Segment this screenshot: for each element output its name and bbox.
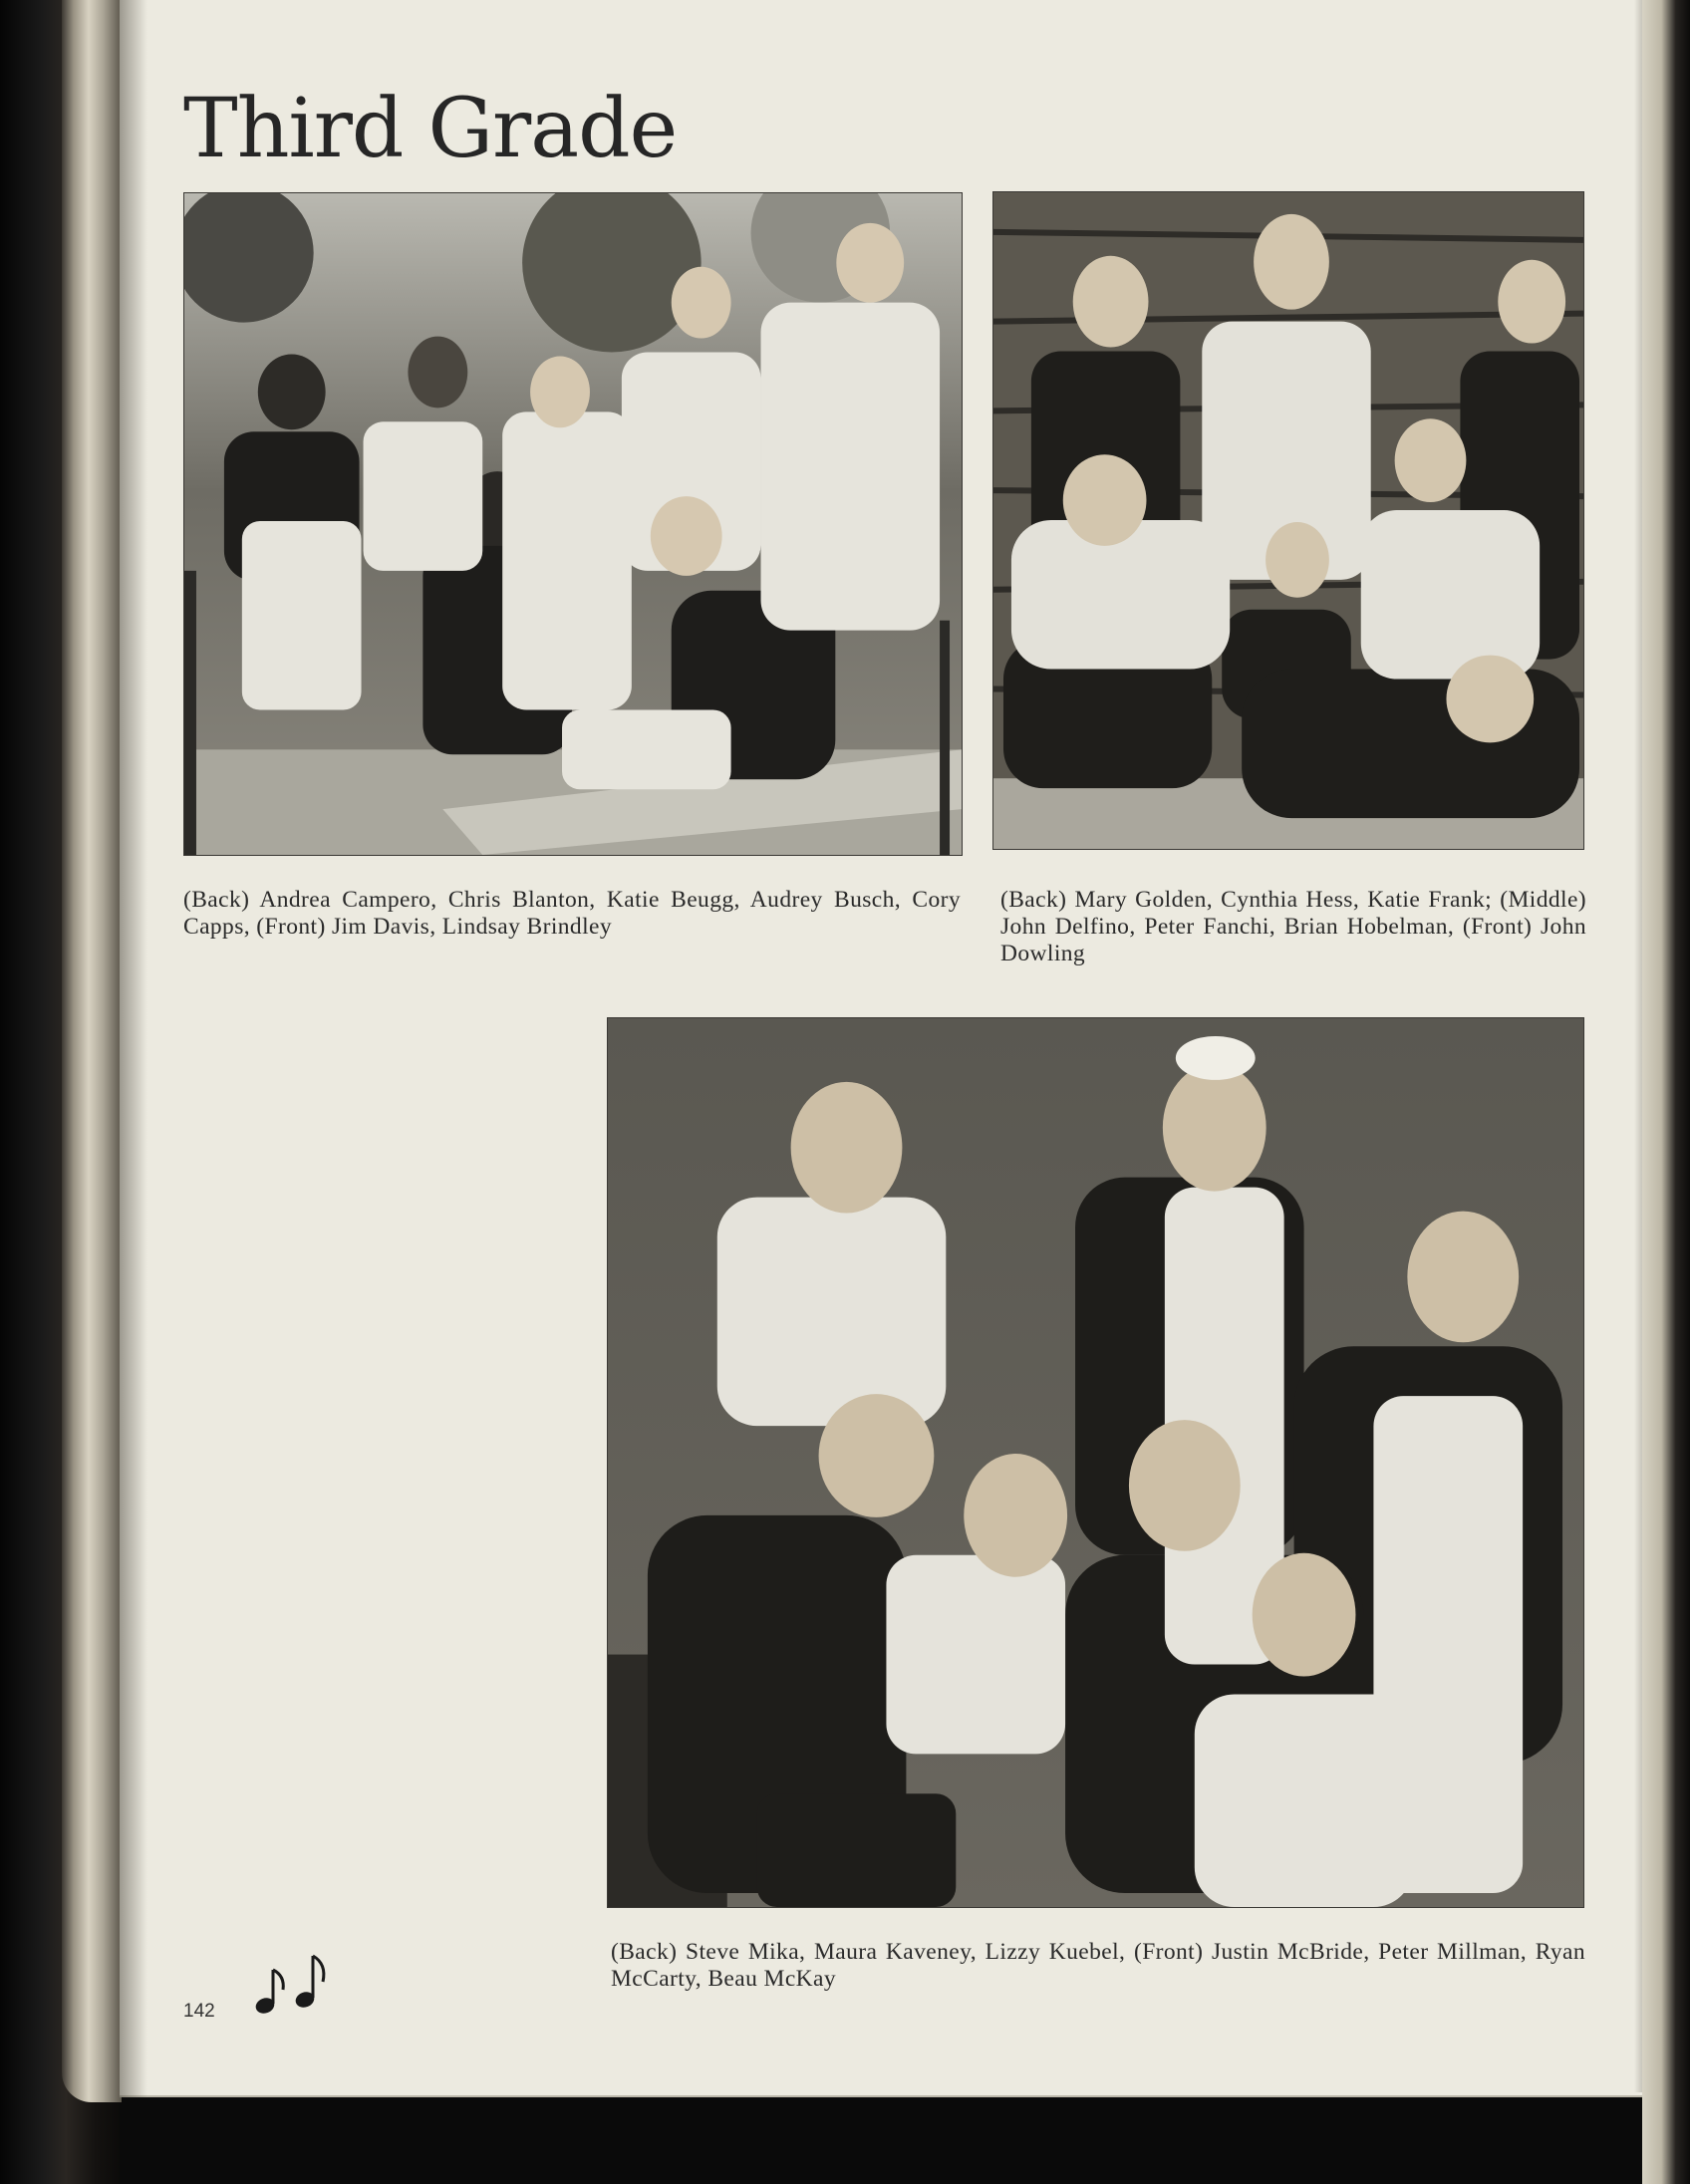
photo-caption-1: (Back) Andrea Campero, Chris Blanton, Katie Beugg, Audrey Busch, Cory Capps, (Front) Jim Davis, Lindsay Brindley <box>183 887 961 940</box>
music-notes-icon <box>253 1950 333 2020</box>
page-number: 142 <box>183 2001 215 2022</box>
photo-caption-3: (Back) Steve Mika, Maura Kaveney, Lizzy Kuebel, (Front) Justin McBride, Peter Millman, Ryan McCarty, Beau McKay <box>611 1939 1585 1992</box>
page-gutter-shadow <box>120 0 147 2097</box>
photo-caption-2: (Back) Mary Golden, Cynthia Hess, Katie Frank; (Middle) John Delfino, Peter Fanchi, Brian Hobelman, (Front) John Dowling <box>1000 887 1586 966</box>
group-photo-1 <box>183 192 963 856</box>
group-photo-2 <box>992 191 1584 850</box>
page-stack-edge <box>62 0 122 2102</box>
group-photo-3 <box>607 1017 1584 1908</box>
page-title: Third Grade <box>183 82 678 176</box>
book-binding-right <box>1642 0 1690 2184</box>
